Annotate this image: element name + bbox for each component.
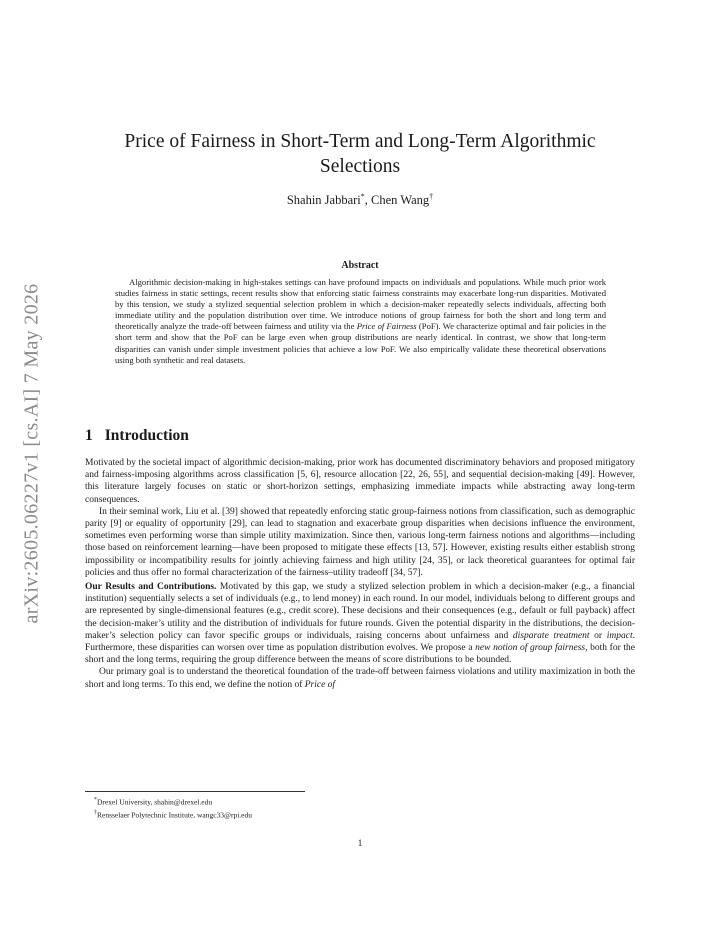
paper-title: Price of Fairness in Short-Term and Long-Term Algorithmic Selections: [124, 131, 596, 177]
footnotes: [94, 795, 252, 820]
paragraph: Our Results and Contributions. Motivated by this gap, we study a stylized selection problem in which a decision-maker (e.g., a financial institution) sequentially selects a set of individuals (e.g., to lend money) in each round. In our model, individuals belong to different groups and are represented by single-dimensional features (e.g., credit score). These decisions and their consequences (e.g., default or full payback) affect the decision-maker’s utility and the distribution of individuals for future rounds. Given the potential disparity in the distributions, the decision-maker’s selection policy can favor specific groups or individuals, raising concerns about unfairness and disparate treatment or impact. Furthermore, these disparities can worsen over time as population distribution evolves. We propose a new notion of group fairness, both for the short and the long terms, requiring the group difference between the means of score distributions to be bounded.: [85, 582, 635, 666]
section-heading: [85, 427, 189, 445]
author-footnote-mark: *: [360, 192, 365, 201]
emphasis-text: Price of Fairness: [356, 321, 417, 332]
author-name: Shahin Jabbari: [286, 193, 361, 208]
author-name: Chen Wang: [371, 193, 430, 208]
arxiv-identifier: arXiv:2605.06227v1 [cs.AI] 7 May 2026: [20, 283, 43, 623]
introduction-body: [85, 457, 635, 691]
paragraph: In their seminal work, Liu et al. [39] showed that repeatedly enforcing static group-fairness notions from classification, such as demographic parity [9] or equality of opportunity [29], can lead to stagnation and exacerbate group disparities when decisions influence the environment, sometimes even performing worse than simple utility maximization. Since then, various long-term fairness notions and algorithms—including those based on reinforcement learning—have been proposed to mitigate these effects [13, 57]. However, existing results either establish strong impossibility or incompatibility results for jointly achieving fairness and high utility [24, 35], or lack theoretical guarantees for optimal fair policies and thus offer no formal characterization of the fairness–utility tradeoff [34, 57].: [85, 506, 635, 578]
footnote-divider: [85, 791, 305, 792]
paragraph: Motivated by the societal impact of algorithmic decision-making, prior work has documented discriminatory behaviors and proposed mitigatory and fairness-imposing algorithms across classification [5, 6], resource allocation [22, 26, 55], and sequential decision-making [49]. However, this literature largely focuses on static or short-horizon settings, emphasizing immediate impacts while abstracting away long-term consequences.: [85, 458, 635, 505]
abstract-text: Algorithmic decision-making in high-stakes settings can have profound impacts on individuals and populations. While much prior work studies fairness in static settings, recent results show that enforcing static fairness constraints may exacerbate long-run disparities. Motivated by this tension, we study a stylized sequential selection problem in which a decision-maker repeatedly selects individuals, affecting both immediate utility and the population distribution over time. We introduce notions of group fairness for both the short and long term and theoretically analyze the trade-off between fairness and utility via the Price of Fairness (PoF). We characterize optimal and fair policies in the short term and show that the PoF can be large even when group distributions are nearly identical. In contrast, we show that long-term disparities can vanish under simple investment policies that achieve a low PoF. We also empirically validate these theoretical observations using both synthetic and real datasets.: [115, 277, 606, 365]
author-separator: ,: [364, 193, 372, 208]
footnote: †Rensselaer Polytechnic Institute, wangc33@rpi.edu: [94, 809, 252, 819]
section-title: Introduction: [104, 427, 189, 444]
author-footnote-mark: †: [429, 192, 434, 201]
author-list: [150, 192, 570, 208]
page-number: 1: [357, 839, 363, 849]
section-number: 1: [85, 427, 93, 444]
footnote: *Drexel University, shahin@drexel.edu: [94, 797, 213, 807]
paragraph: Our primary goal is to understand the theoretical foundation of the trade-off between fairness violations and utility maximization in both the short and long terms. To this end, we define the notion of Price of: [85, 667, 635, 690]
arxiv-watermark: [17, 263, 47, 643]
abstract-heading: Abstract: [341, 260, 379, 271]
run-in-heading: Our Results and Contributions.: [85, 582, 217, 593]
